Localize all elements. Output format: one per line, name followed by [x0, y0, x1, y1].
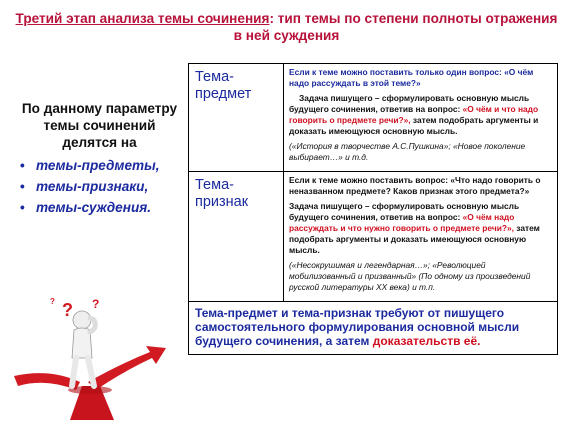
bullet-icon: •: [20, 179, 25, 194]
table-footer-row: [189, 302, 558, 355]
list-item: [22, 199, 183, 216]
list-item: [22, 157, 183, 174]
question-mark-icon: ?: [92, 298, 100, 311]
bullet-icon: •: [20, 200, 25, 215]
thinking-figure-illustration: [10, 298, 170, 420]
list-item-label: темы-предметы,: [36, 158, 160, 173]
table-row: [189, 172, 558, 302]
title-rest: тип темы по степени полноты отражения в ней суждения: [233, 11, 558, 43]
question-text: Если к теме можно поставить только один вопрос: «О чём надо рассуждать в этой теме?»: [289, 67, 534, 88]
title-main: Третий этап анализа темы сочинения: [15, 11, 270, 26]
list-item-label: темы-признаки,: [36, 179, 149, 194]
topic-types-table: [188, 63, 558, 355]
red-arrow-right: [88, 346, 166, 390]
footer-cell: [189, 302, 558, 355]
footer-text: Тема-предмет и тема-признак требуют от пишущего самостоятельного формулирования основной мысли будущего сочинения, а затем: [195, 306, 520, 348]
question-text: Если к теме можно поставить вопрос: «Что надо говорить о неназванном предмете? Каков признак этого предмета?»: [289, 175, 541, 196]
figure-leg-left: [72, 358, 76, 386]
table-row: [189, 64, 558, 172]
description-cell: [284, 172, 558, 302]
figure-head: [73, 311, 91, 329]
title-separator: :: [269, 11, 274, 26]
left-panel: [8, 100, 183, 220]
task-text: Задача пишущего – сформулировать основную мысль будущего сочинения, ответив на вопрос: «О чём надо рассуждать и что нужно говорить о предмете речи?», затем подобрать аргументы и доказать имеющуюся основную мысль.: [289, 201, 540, 255]
topic-types-list: [8, 157, 183, 216]
footer-highlight: доказательств её.: [372, 334, 481, 348]
example-text: («Несокрушимая и легендарная…»; «Революцией мобилизованный и призванный» (По одному из произведений русской литературы XX века) и т.п.: [289, 260, 531, 292]
example-text: («История в творчестве А.С.Пушкина»; «Новое поколение выбирает…» и т.д.: [289, 141, 526, 162]
term-cell: Тема-предмет: [189, 64, 284, 172]
figure-arm: [90, 318, 95, 332]
bullet-icon: •: [20, 158, 25, 173]
list-item-label: темы-суждения.: [36, 200, 152, 215]
question-mark-icon: ?: [50, 298, 55, 306]
description-cell: [284, 64, 558, 172]
slide-title: [10, 10, 563, 44]
question-mark-icon: ?: [62, 300, 73, 320]
term-cell: Тема-признак: [189, 172, 284, 302]
task-text: Задача пишущего – сформулировать основную мысль будущего сочинения, ответив на вопрос: «О чём и что надо говорить о предмете речи?», затем подобрать аргументы и доказать имеющуюся основную мысль.: [289, 93, 539, 136]
lead-text: По данному параметру темы сочинений делятся на: [21, 101, 178, 150]
list-item: [22, 178, 183, 195]
